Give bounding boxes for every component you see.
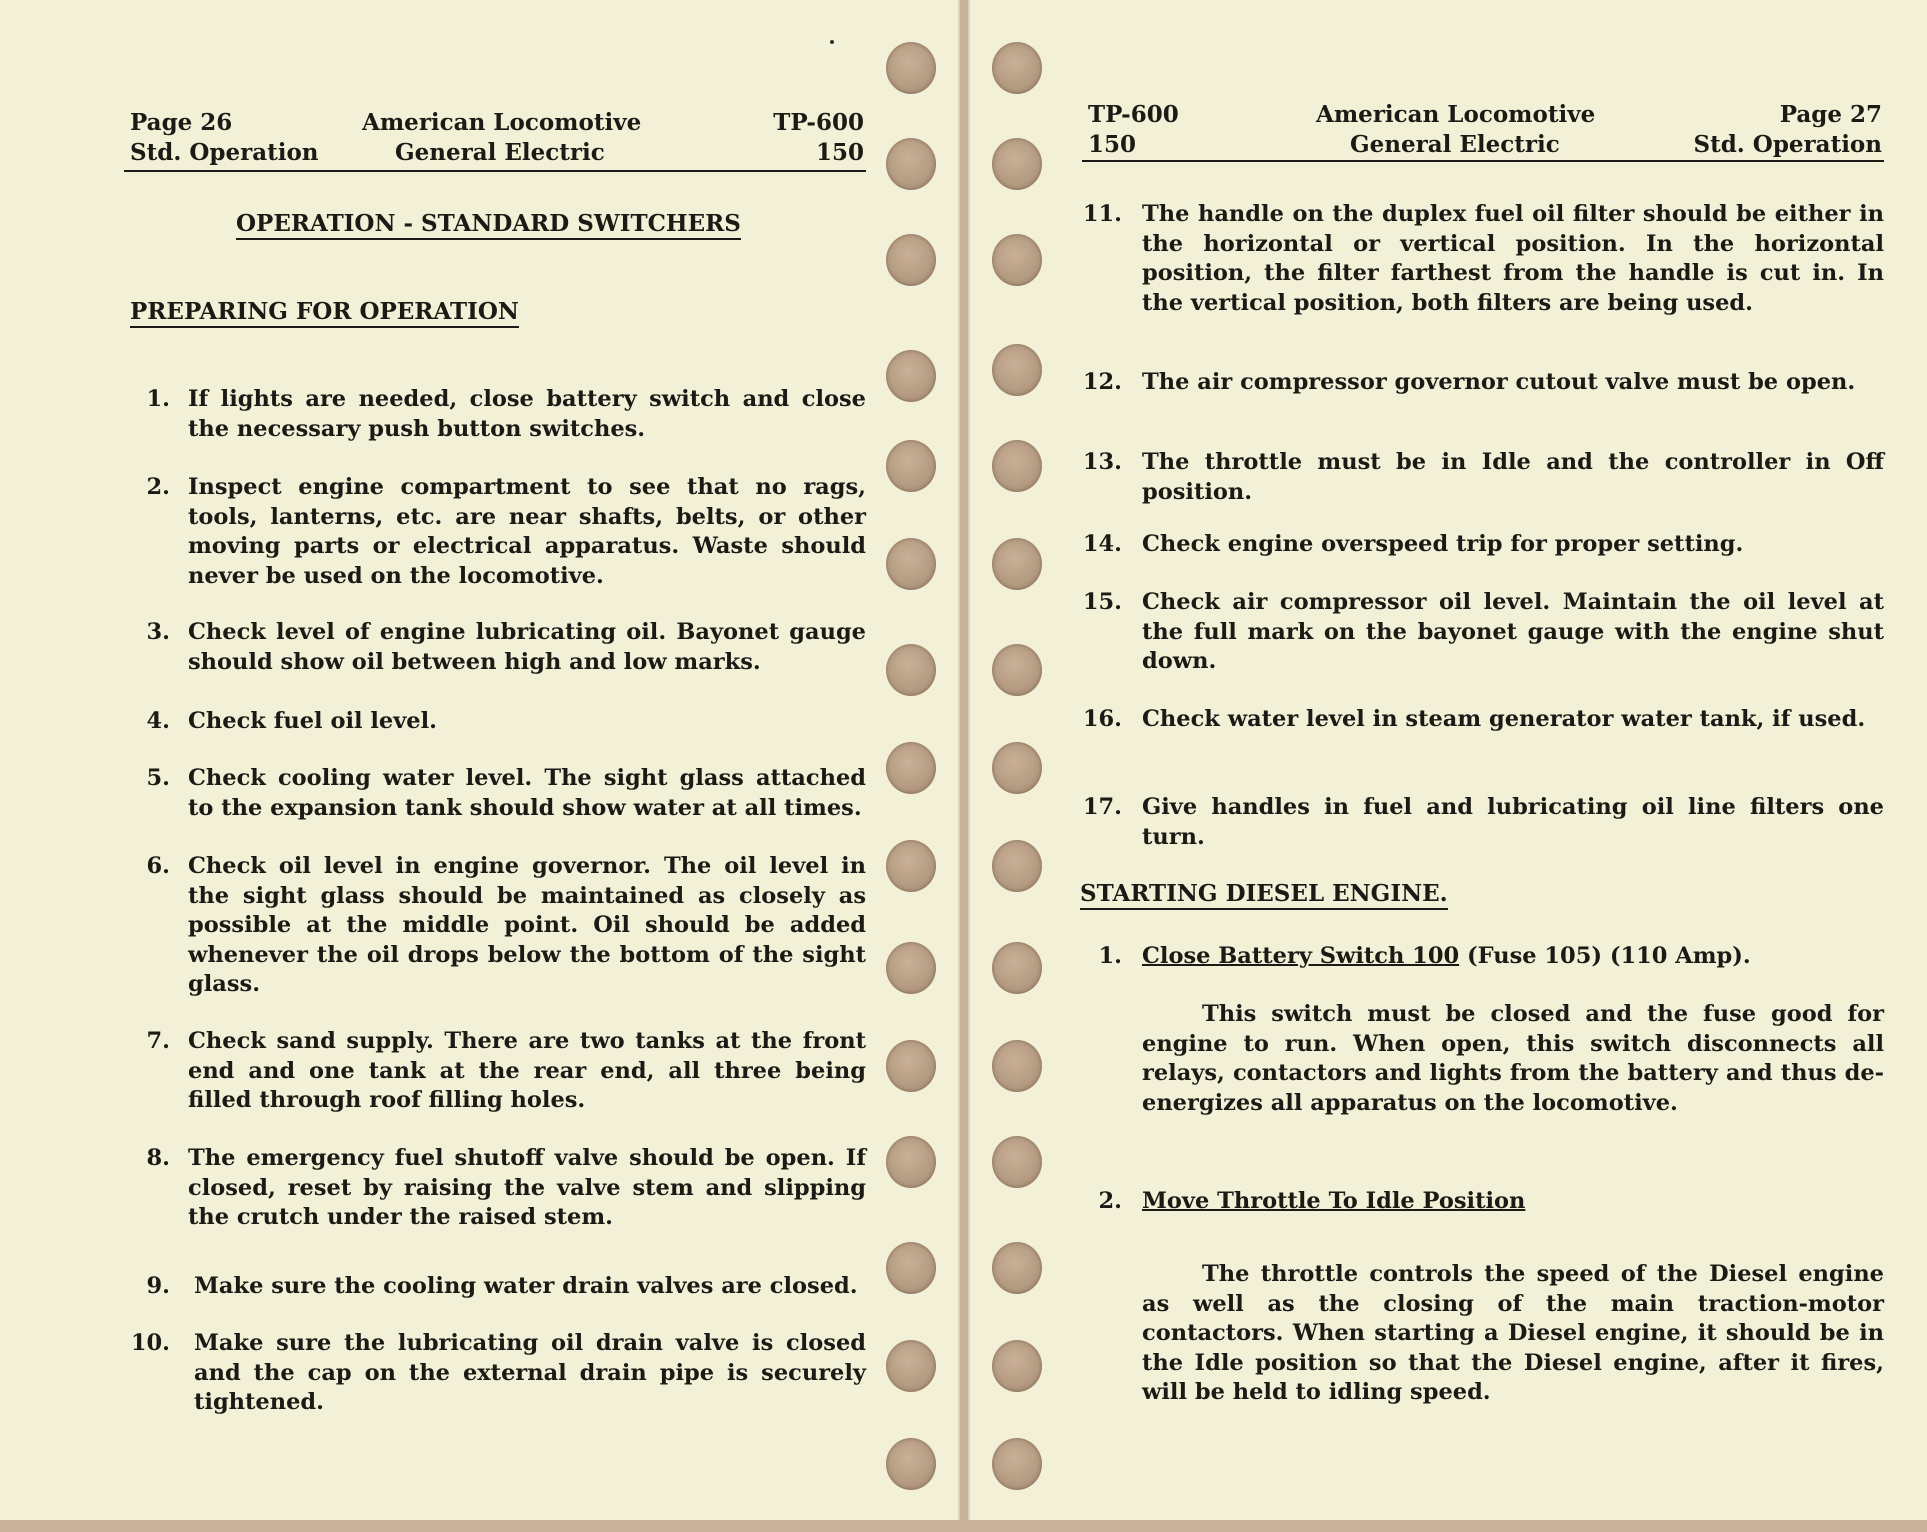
binding-hole xyxy=(992,1136,1042,1188)
item-text: Check sand supply. There are two tanks at the front end and one tank at the rear end, all three being filled through roof filling holes. xyxy=(188,1028,866,1113)
item-number: 7. xyxy=(146,1028,170,1054)
binding-hole xyxy=(992,344,1042,396)
binding-hole xyxy=(992,234,1042,286)
item-number: 3. xyxy=(146,619,170,645)
binding-hole xyxy=(886,1136,936,1188)
step-title: Close Battery Switch 100 xyxy=(1142,943,1460,969)
item-number: 16. xyxy=(1082,706,1122,732)
binding-hole xyxy=(992,1242,1042,1294)
item-number: 5. xyxy=(146,765,170,791)
binding-hole xyxy=(992,538,1042,590)
item-number: 9. xyxy=(146,1273,170,1299)
item-text: Inspect engine compartment to see that no rags, tools, lanterns, etc. are near shafts, belts, or other moving parts or electrical apparatus. Waste should never be used on the locomotive. xyxy=(188,474,866,589)
list-item xyxy=(108,852,866,1002)
item-number: 15. xyxy=(1082,589,1122,615)
item-number: 17. xyxy=(1082,794,1122,820)
binding-hole xyxy=(886,942,936,994)
header-company-line2: General Electric xyxy=(1350,131,1560,158)
section-heading: STARTING DIESEL ENGINE. xyxy=(1080,880,1448,910)
header-section: Std. Operation xyxy=(130,139,319,166)
list-item xyxy=(108,764,866,824)
item-text: Check fuel oil level. xyxy=(188,708,438,734)
binding-hole xyxy=(886,42,936,94)
page-title: OPERATION - STANDARD SWITCHERS xyxy=(236,210,741,240)
binding-hole xyxy=(886,138,936,190)
list-item xyxy=(1060,200,1884,350)
list-item xyxy=(108,1329,866,1419)
item-text: Check engine overspeed trip for proper setting. xyxy=(1142,531,1744,557)
binding-hole xyxy=(886,644,936,696)
item-number: 2. xyxy=(146,474,170,500)
item-text: If lights are needed, close battery switch and close the necessary push button switches. xyxy=(188,386,866,442)
header-doc-number: 150 xyxy=(1088,131,1137,158)
item-text: Check air compressor oil level. Maintain the oil level at the full mark on the bayonet gauge with the engine shut down. xyxy=(1142,589,1884,674)
header-page-number: Page 26 xyxy=(130,109,233,136)
binding-hole xyxy=(992,840,1042,892)
binding-hole xyxy=(886,840,936,892)
list-item xyxy=(1060,588,1884,678)
binding-hole xyxy=(886,1242,936,1294)
binding-hole xyxy=(992,440,1042,492)
step-number: 1. xyxy=(1098,943,1122,969)
binding-hole xyxy=(886,234,936,286)
binding-hole xyxy=(886,350,936,402)
binding-hole xyxy=(992,742,1042,794)
list-item xyxy=(1060,368,1884,428)
item-number: 14. xyxy=(1082,531,1122,557)
item-text: Check oil level in engine governor. The oil level in the sight glass should be maintained as closely as possible at the middle point. Oil should be added whenever the oil drops below the bottom of the sight glass. xyxy=(188,853,866,997)
step-body: The throttle controls the speed of the Diesel engine as well as the closing of the main traction-motor contactors. When starting a Diesel engine, it should be in the Idle position so that the Diesel engine, after it fires, will be held to idling speed. xyxy=(1142,1261,1884,1405)
list-item xyxy=(1060,793,1884,853)
item-number: 1. xyxy=(146,386,170,412)
right-page xyxy=(968,0,1927,1520)
header-company-line1: American Locomotive xyxy=(362,109,642,136)
binding-hole xyxy=(886,1438,936,1490)
item-text: Check level of engine lubricating oil. Bayonet gauge should show oil between high and low marks. xyxy=(188,619,866,675)
list-item xyxy=(1060,530,1884,560)
step-number: 2. xyxy=(1098,1188,1122,1214)
header-rule xyxy=(124,170,866,172)
item-number: 4. xyxy=(146,708,170,734)
item-text: Check water level in steam generator water tank, if used. xyxy=(1142,706,1866,732)
item-number: 10. xyxy=(130,1330,170,1356)
binding-hole xyxy=(992,644,1042,696)
list-item xyxy=(108,1027,866,1117)
binding-hole xyxy=(886,1040,936,1092)
header-doc-code: TP-600 xyxy=(1088,101,1179,128)
item-number: 8. xyxy=(146,1145,170,1171)
item-text: Make sure the lubricating oil drain valve is closed and the cap on the external drain pipe is securely tightened. xyxy=(194,1330,866,1415)
header-doc-number: 150 xyxy=(815,139,864,166)
section-heading: PREPARING FOR OPERATION xyxy=(130,298,519,328)
item-text: Check cooling water level. The sight glass attached to the expansion tank should show water at all times. xyxy=(188,765,866,821)
list-item xyxy=(108,1272,866,1302)
binding-hole xyxy=(886,440,936,492)
step-title-detail: (Fuse 105) (110 Amp). xyxy=(1459,943,1751,969)
step-heading xyxy=(1060,1187,1884,1217)
list-item xyxy=(1060,705,1884,765)
item-number: 6. xyxy=(146,853,170,879)
list-item xyxy=(108,473,866,593)
item-text: The emergency fuel shutoff valve should be open. If closed, reset by raising the valve stem and slipping the crutch under the raised stem. xyxy=(188,1145,866,1230)
list-item xyxy=(108,385,866,445)
print-speck xyxy=(830,40,834,44)
binding-hole xyxy=(992,1438,1042,1490)
item-text: Give handles in fuel and lubricating oil line filters one turn. xyxy=(1142,794,1884,850)
binding-hole xyxy=(886,742,936,794)
header-rule xyxy=(1082,160,1884,162)
binding-hole xyxy=(992,42,1042,94)
step-body: This switch must be closed and the fuse good for engine to run. When open, this switch disconnects all relays, contactors and lights from the battery and thus de-energizes all apparatus on the locomotive. xyxy=(1142,1001,1884,1116)
item-number: 11. xyxy=(1082,201,1122,227)
header-company-line1: American Locomotive xyxy=(1316,101,1596,128)
item-number: 13. xyxy=(1082,449,1122,475)
item-text: The air compressor governor cutout valve must be open. xyxy=(1142,369,1856,395)
list-item xyxy=(108,1144,866,1234)
step-title: Move Throttle To Idle Position xyxy=(1142,1188,1526,1214)
header-section: Std. Operation xyxy=(1693,131,1882,158)
binding-hole xyxy=(886,538,936,590)
list-item xyxy=(108,618,866,678)
binding-hole xyxy=(992,1040,1042,1092)
item-text: The handle on the duplex fuel oil filter should be either in the horizontal or vertical position. In the horizontal position, the filter farthest from the handle is cut in. In the vertical position, both filters are being used. xyxy=(1142,201,1884,316)
binding-hole xyxy=(886,1340,936,1392)
header-company-line2: General Electric xyxy=(395,139,605,166)
list-item xyxy=(1060,448,1884,508)
step-heading xyxy=(1060,942,1884,972)
binding-hole xyxy=(992,942,1042,994)
binding-hole xyxy=(992,1340,1042,1392)
list-item xyxy=(108,707,866,737)
binding-hole xyxy=(992,138,1042,190)
item-text: The throttle must be in Idle and the controller in Off position. xyxy=(1142,449,1884,505)
header-page-number: Page 27 xyxy=(1779,101,1882,128)
item-text: Make sure the cooling water drain valves are closed. xyxy=(194,1273,858,1299)
header-doc-code: TP-600 xyxy=(773,109,864,136)
item-number: 12. xyxy=(1082,369,1122,395)
left-page xyxy=(0,0,960,1520)
